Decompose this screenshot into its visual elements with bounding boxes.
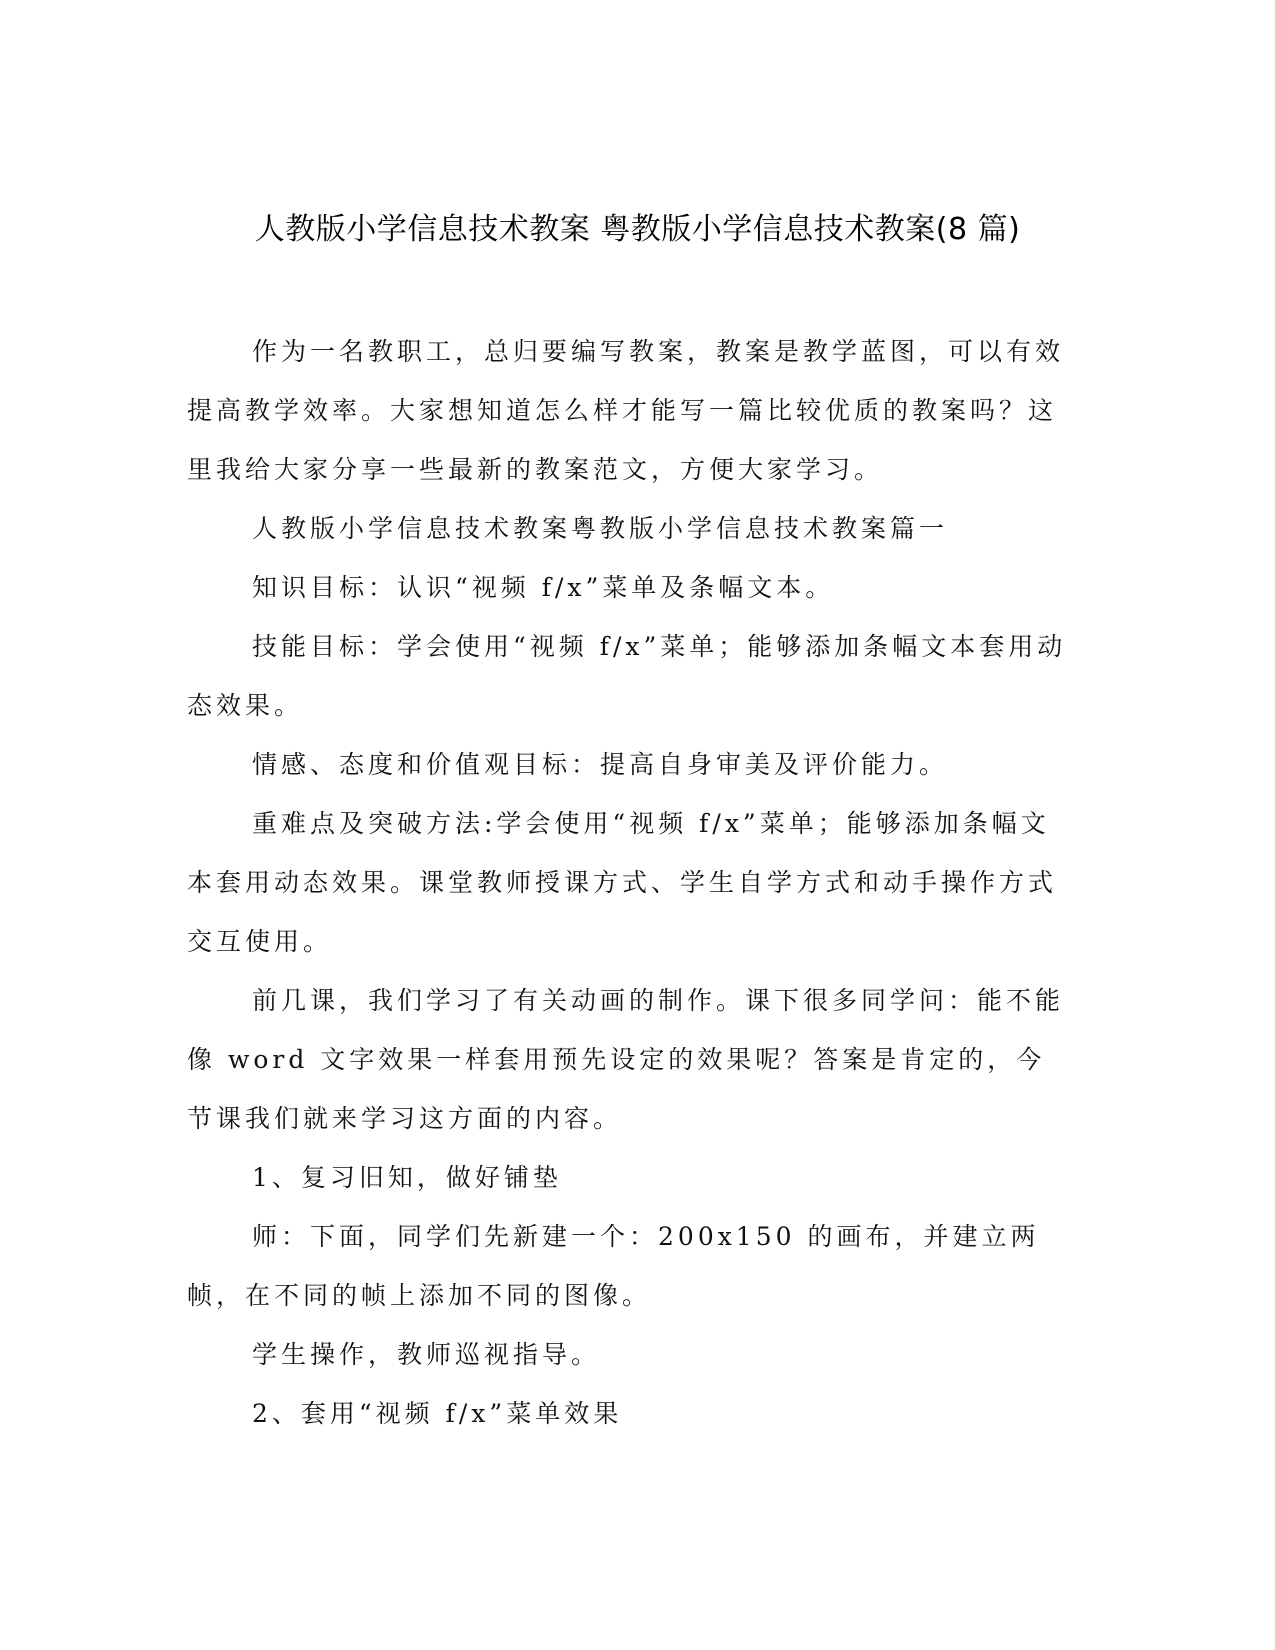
paragraph-student-operation: 学生操作，教师巡视指导。	[252, 1340, 601, 1369]
document-title: 人教版小学信息技术教案 粤教版小学信息技术教案(8 篇)	[254, 212, 1021, 247]
paragraph-step-2: 2、套用“视频 f/x”菜单效果	[252, 1399, 623, 1428]
paragraph-step-1: 1、复习旧知，做好铺垫	[252, 1163, 562, 1192]
paragraph-teacher-instruction: 师：下面，同学们先新建一个：200x150 的画布，并建立两帧，在不同的帧上添加不同的图像。	[187, 1222, 1040, 1310]
document-body	[187, 322, 1067, 1443]
paragraph-section-heading: 人教版小学信息技术教案粤教版小学信息技术教案篇一	[252, 514, 949, 543]
paragraph-lead-in: 前几课，我们学习了有关动画的制作。课下很多同学问：能不能像 word 文字效果一样套用预先设定的效果呢？答案是肯定的，今节课我们就来学习这方面的内容。	[187, 986, 1065, 1133]
paragraph-knowledge-goal: 知识目标：认识“视频 f/x”菜单及条幅文本。	[252, 573, 835, 602]
paragraph-skill-goal: 技能目标：学会使用“视频 f/x”菜单；能够添加条幅文本套用动态效果。	[187, 632, 1067, 720]
paragraph-intro: 作为一名教职工，总归要编写教案，教案是教学蓝图，可以有效提高教学效率。大家想知道怎么样才能写一篇比较优质的教案吗？这里我给大家分享一些最新的教案范文，方便大家学习。	[187, 337, 1065, 484]
paragraph-key-points: 重难点及突破方法:学会使用“视频 f/x”菜单；能够添加条幅文本套用动态效果。课堂教师授课方式、学生自学方式和动手操作方式交互使用。	[187, 809, 1058, 956]
paragraph-emotion-goal: 情感、态度和价值观目标：提高自身审美及评价能力。	[252, 750, 949, 779]
